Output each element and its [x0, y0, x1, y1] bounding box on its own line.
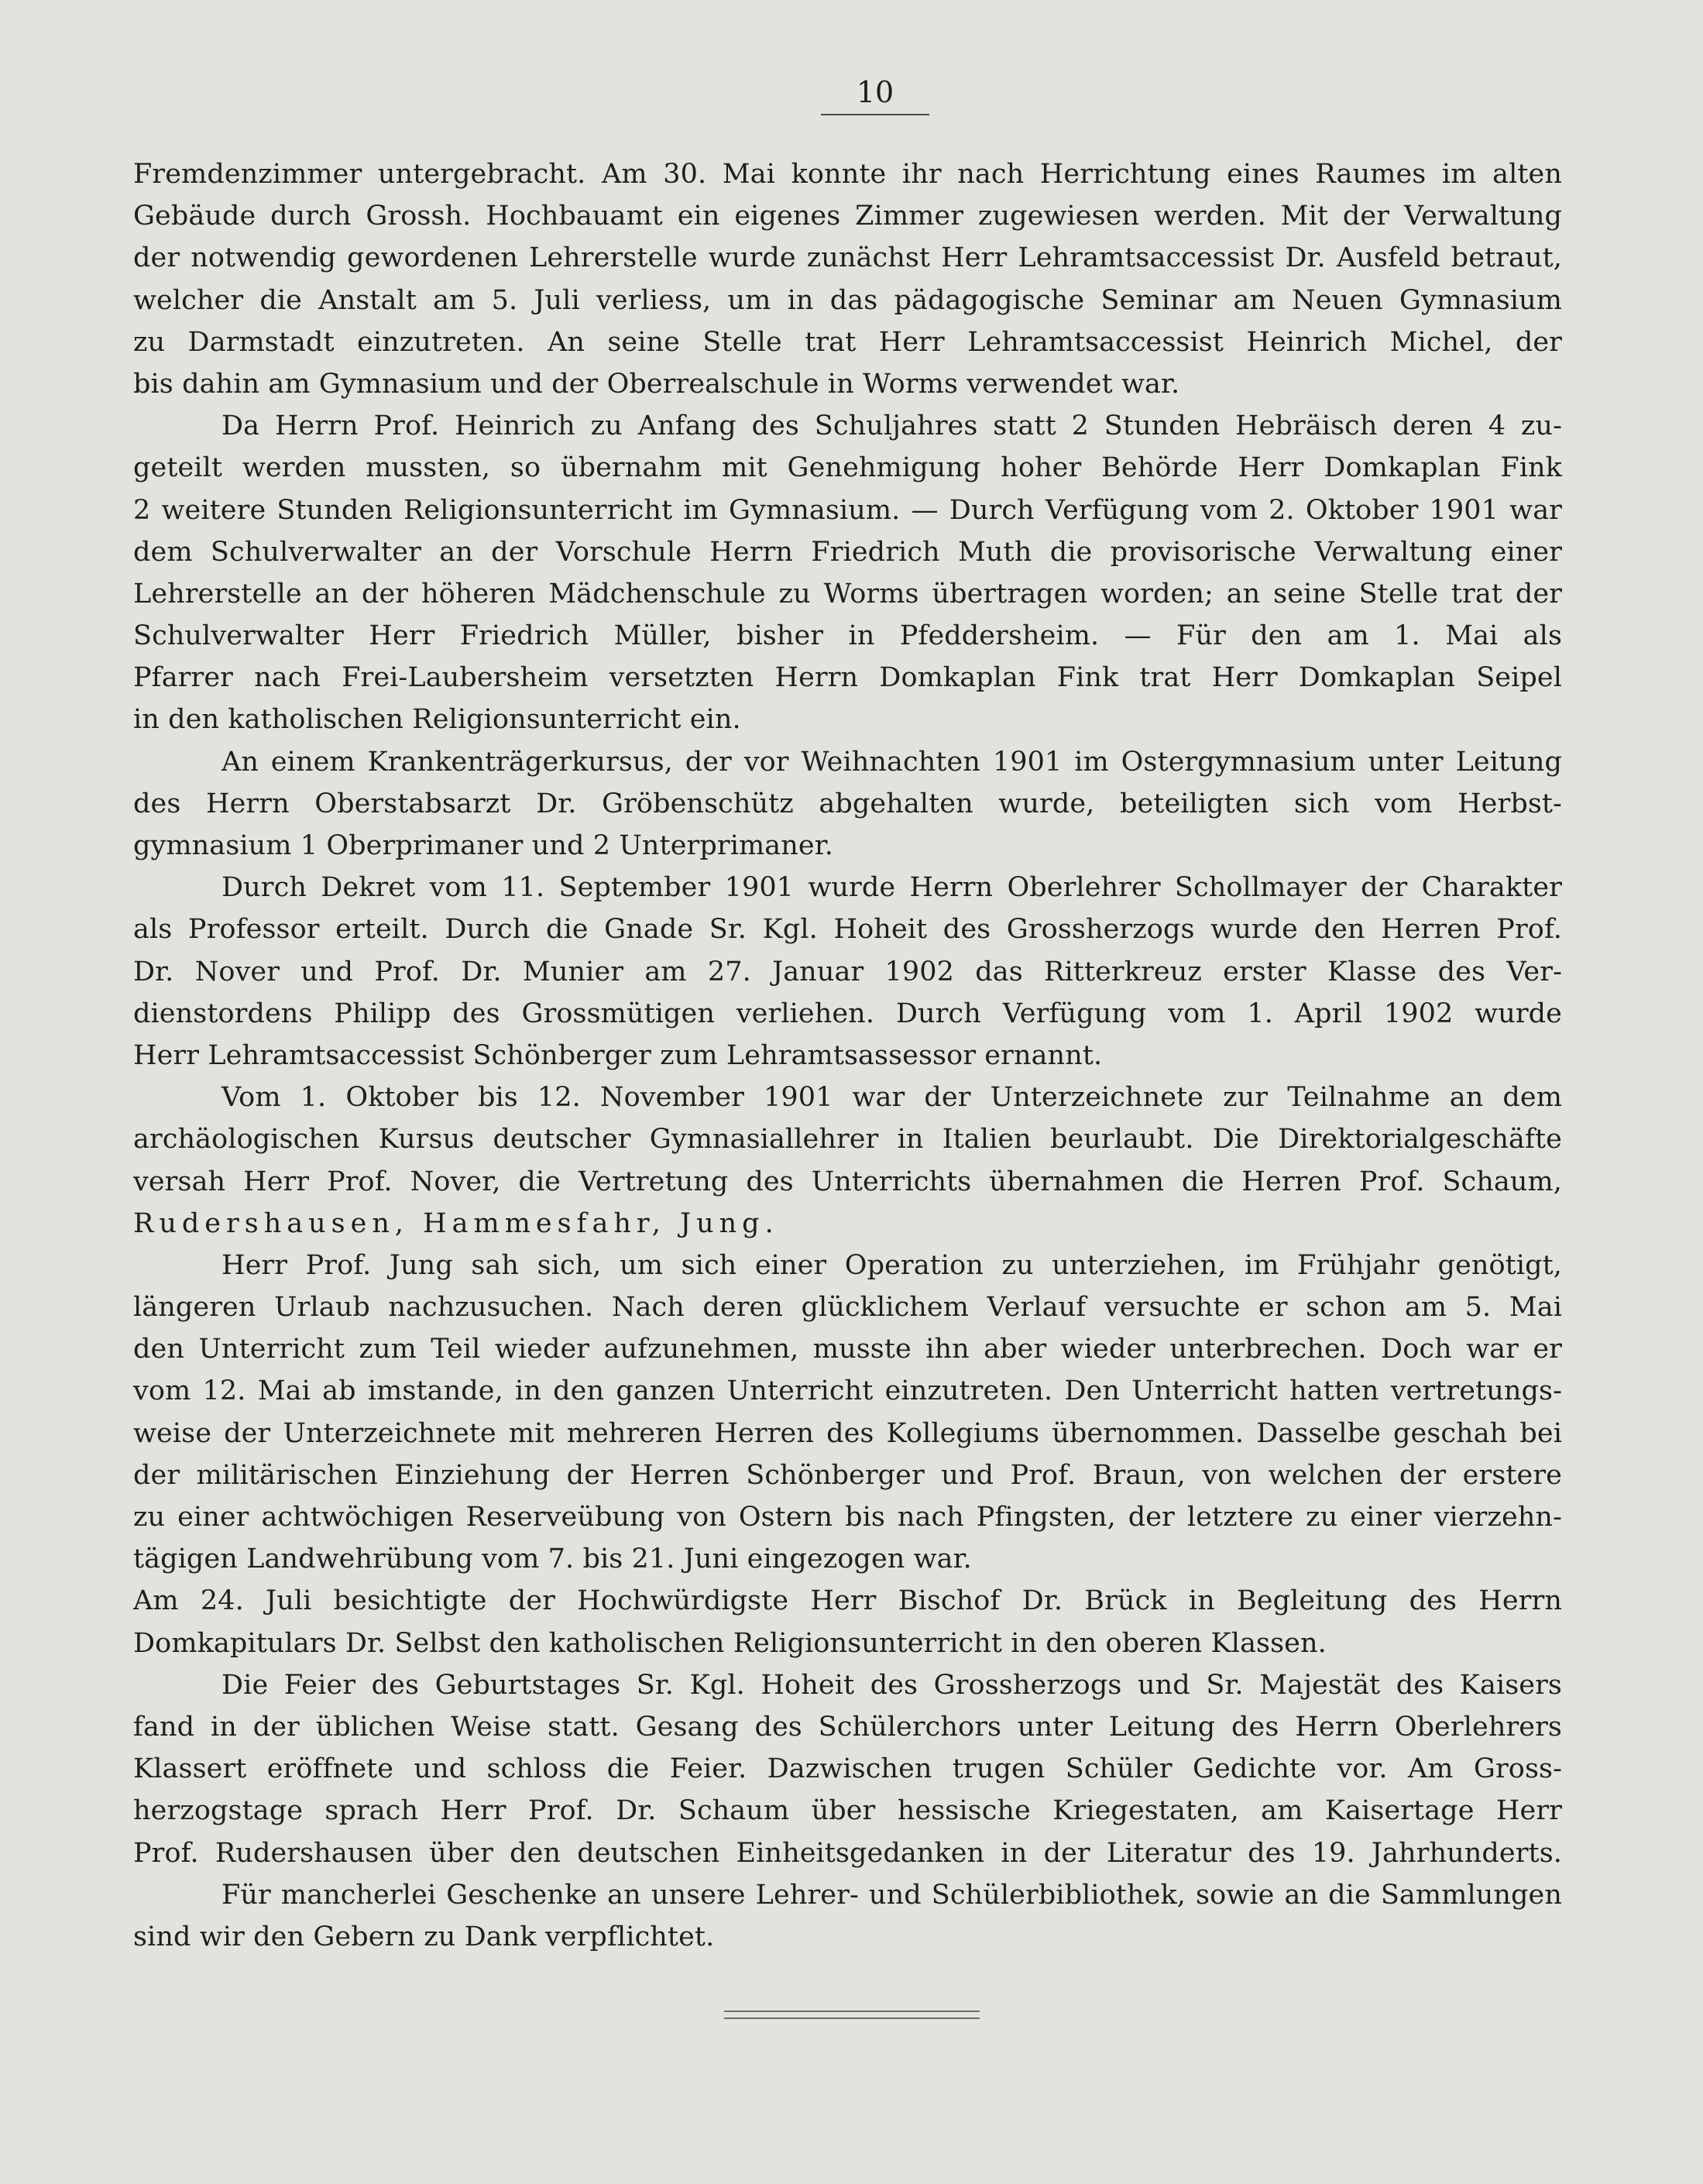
text-line: vom 12. Mai ab imstande, in den ganzen Unterricht einzutreten. Den Unterricht hatten vertretungs- — [133, 1375, 1562, 1407]
text-line: längeren Urlaub nachzusuchen. Nach deren glücklichem Verlauf versuchte er schon am 5. Mai — [133, 1292, 1562, 1324]
text-line: weise der Unterzeichnete mit mehreren Herren des Kollegiums übernommen. Dasselbe geschah bei — [133, 1417, 1562, 1449]
text-line: Gebäude durch Grossh. Hochbauamt ein eigenes Zimmer zugewiesen werden. Mit der Verwaltung — [133, 201, 1562, 232]
text-line: tägigen Landwehrübung vom 7. bis 21. Juni eingezogen war. — [133, 1544, 972, 1575]
page-number-rule — [821, 114, 929, 115]
text-line: zu Darmstadt einzutreten. An seine Stelle trat Herr Lehramtsaccessist Heinrich Michel, der — [133, 326, 1562, 358]
text-line: Durch Dekret vom 11. September 1901 wurde Herrn Oberlehrer Schollmayer der Charakter — [221, 872, 1562, 904]
text-line: Klassert eröffnete und schloss die Feier. Dazwischen trugen Schüler Gedichte vor. Am Gross- — [133, 1753, 1562, 1785]
text-line: dienstordens Philipp des Grossmütigen verliehen. Durch Verfügung vom 1. April 1902 wurde — [133, 998, 1562, 1029]
text-line: des Herrn Oberstabsarzt Dr. Gröbenschütz abgehalten wurde, beteiligten sich vom Herbst- — [133, 788, 1562, 819]
body-text — [133, 153, 1562, 1958]
page-number: 10 — [856, 75, 894, 109]
text-line: Herr Lehramtsaccessist Schönberger zum Lehramtsassessor ernannt. — [133, 1039, 1103, 1071]
text-line: Prof. Rudershausen über den deutschen Einheitsgedanken in der Literatur des 19. Jahrhunderts. — [133, 1837, 1562, 1869]
text-line: dem Schulverwalter an der Vorschule Herrn Friedrich Muth die provisorische Verwaltung einer — [133, 536, 1562, 568]
section-end-rule — [724, 2011, 980, 2012]
text-line: den Unterricht zum Teil wieder aufzunehmen, musste ihn aber wieder unterbrechen. Doch war er — [133, 1334, 1562, 1365]
text-line: 2 weitere Stunden Religionsunterricht im Gymnasium. — Durch Verfügung vom 2. Oktober 1901 war — [133, 494, 1562, 526]
text-line: sind wir den Gebern zu Dank verpflichtet. — [133, 1921, 715, 1952]
text-line: herzogstage sprach Herr Prof. Dr. Schaum über hessische Kriegestaten, am Kaisertage Herr — [133, 1795, 1562, 1827]
text-line: Herr Prof. Jung sah sich, um sich einer Operation zu unterziehen, im Frühjahr genötigt, — [221, 1249, 1562, 1281]
text-line: Vom 1. Oktober bis 12. November 1901 war der Unterzeichnete zur Teilnahme an dem — [221, 1082, 1562, 1114]
text-line: Die Feier des Geburtstages Sr. Kgl. Hoheit des Grossherzogs und Sr. Majestät des Kaisers — [221, 1669, 1562, 1701]
text-line: Dr. Nover und Prof. Dr. Munier am 27. Januar 1902 das Ritterkreuz erster Klasse des Ver- — [133, 956, 1562, 987]
section-end-rule — [724, 2017, 980, 2019]
text-line: gymnasium 1 Oberprimaner und 2 Unterprimaner. — [133, 830, 833, 861]
text-line: Schulverwalter Herr Friedrich Müller, bisher in Pfeddersheim. — Für den am 1. Mai als — [133, 620, 1562, 652]
text-line: zu einer achtwöchigen Reserveübung von Ostern bis nach Pfingsten, der letztere zu einer vierzehn- — [133, 1502, 1562, 1533]
text-line: archäologischen Kursus deutscher Gymnasiallehrer in Italien beurlaubt. Die Direktorialgeschäfte — [133, 1124, 1562, 1156]
text-line: fand in der üblichen Weise statt. Gesang des Schülerchors unter Leitung des Herrn Oberlehrers — [133, 1711, 1562, 1743]
text-line: der militärischen Einziehung der Herren Schönberger und Prof. Braun, von welchen der erstere — [133, 1459, 1562, 1491]
text-line: An einem Krankenträgerkursus, der vor Weihnachten 1901 im Ostergymnasium unter Leitung — [221, 746, 1562, 778]
text-line: als Professor erteilt. Durch die Gnade Sr. Kgl. Hoheit des Grossherzogs wurde den Herren Prof. — [133, 914, 1562, 946]
text-line: Pfarrer nach Frei-Laubersheim versetzten Herrn Domkaplan Fink trat Herr Domkaplan Seipel — [133, 662, 1562, 694]
text-line: der notwendig gewordenen Lehrerstelle wurde zunächst Herr Lehramtsaccessist Dr. Ausfeld betraut, — [133, 242, 1562, 274]
text-line: in den katholischen Religionsunterricht ein. — [133, 704, 741, 736]
text-line: Lehrerstelle an der höheren Mädchenschule zu Worms übertragen worden; an seine Stelle trat der — [133, 578, 1562, 610]
text-line: Für mancherlei Geschenke an unsere Lehrer- und Schülerbibliothek, sowie an die Sammlungen — [221, 1879, 1562, 1911]
text-line: geteilt werden mussten, so übernahm mit Genehmigung hoher Behörde Herr Domkaplan Fink — [133, 452, 1562, 484]
text-line: Fremdenzimmer untergebracht. Am 30. Mai konnte ihr nach Herrichtung eines Raumes im alten — [133, 159, 1562, 190]
text-line: versah Herr Prof. Nover, die Vertretung des Unterrichts übernahmen die Herren Prof. Schaum, — [133, 1166, 1562, 1197]
text-line: Rudershausen, Hammesfahr, Jung. — [133, 1207, 779, 1239]
text-line: welcher die Anstalt am 5. Juli verliess, um in das pädagogische Seminar am Neuen Gymnasium — [133, 284, 1562, 316]
text-line: bis dahin am Gymnasium und der Oberrealschule in Worms verwendet war. — [133, 368, 1180, 400]
text-line: Am 24. Juli besichtigte der Hochwürdigste Herr Bischof Dr. Brück in Begleitung des Herrn — [133, 1585, 1562, 1617]
text-line: Da Herrn Prof. Heinrich zu Anfang des Schuljahres statt 2 Stunden Hebräisch deren 4 zu- — [221, 410, 1562, 442]
text-line: Domkapitulars Dr. Selbst den katholischen Religionsunterricht in den oberen Klassen. — [133, 1627, 1327, 1659]
